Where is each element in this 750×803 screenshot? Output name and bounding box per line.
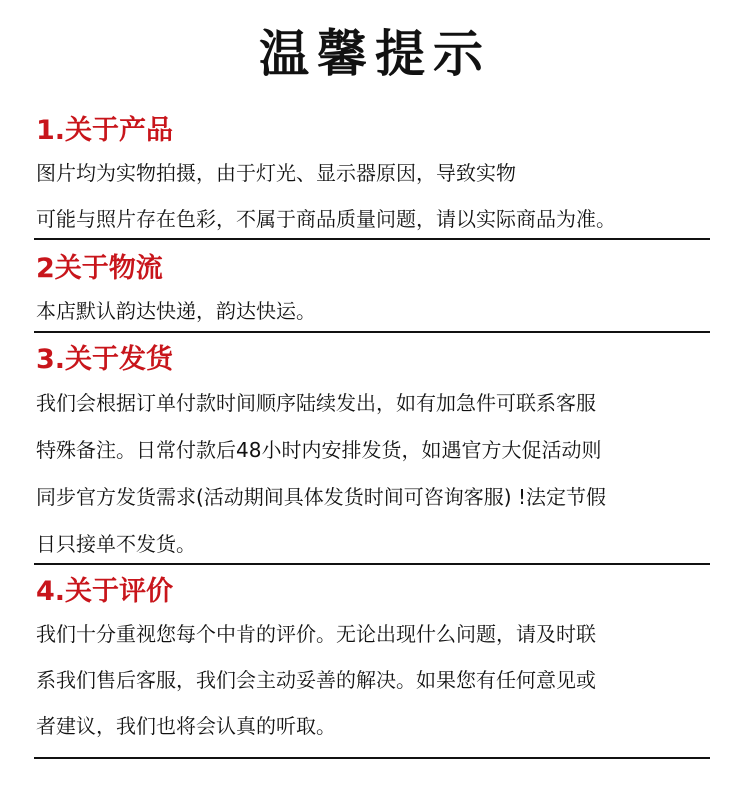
section-logistics-line-1: 本店默认韵达快递，韵达快运。 (36, 299, 316, 323)
page-title: 温馨提示 (259, 25, 491, 83)
section-heading-review: 4.关于评价 (36, 576, 174, 607)
section-shipping-line-2: 特殊备注。日常付款后48小时内安排发货，如遇官方大促活动则 (36, 438, 602, 462)
section-product-line-2: 可能与照片存在色彩，不属于商品质量问题，请以实际商品为准。 (36, 207, 616, 231)
section-product-line-1: 图片均为实物拍摄，由于灯光、显示器原因，导致实物 (36, 161, 516, 185)
divider (34, 563, 710, 565)
section-review-line-3: 者建议，我们也将会认真的听取。 (36, 714, 336, 738)
section-shipping-line-3: 同步官方发货需求(活动期间具体发货时间可咨询客服) !法定节假 (36, 485, 606, 509)
section-shipping-line-4: 日只接单不发货。 (36, 532, 196, 556)
divider (34, 331, 710, 333)
section-review-line-2: 系我们售后客服，我们会主动妥善的解决。如果您有任何意见或 (36, 668, 596, 692)
section-heading-product: 1.关于产品 (36, 115, 174, 146)
divider (34, 238, 710, 240)
section-shipping-line-1: 我们会根据订单付款时间顺序陆续发出，如有加急件可联系客服 (36, 391, 596, 415)
section-heading-shipping: 3.关于发货 (36, 344, 174, 375)
section-review-line-1: 我们十分重视您每个中肯的评价。无论出现什么问题，请及时联 (36, 622, 596, 646)
section-heading-logistics: 2关于物流 (36, 253, 163, 284)
divider (34, 757, 710, 759)
